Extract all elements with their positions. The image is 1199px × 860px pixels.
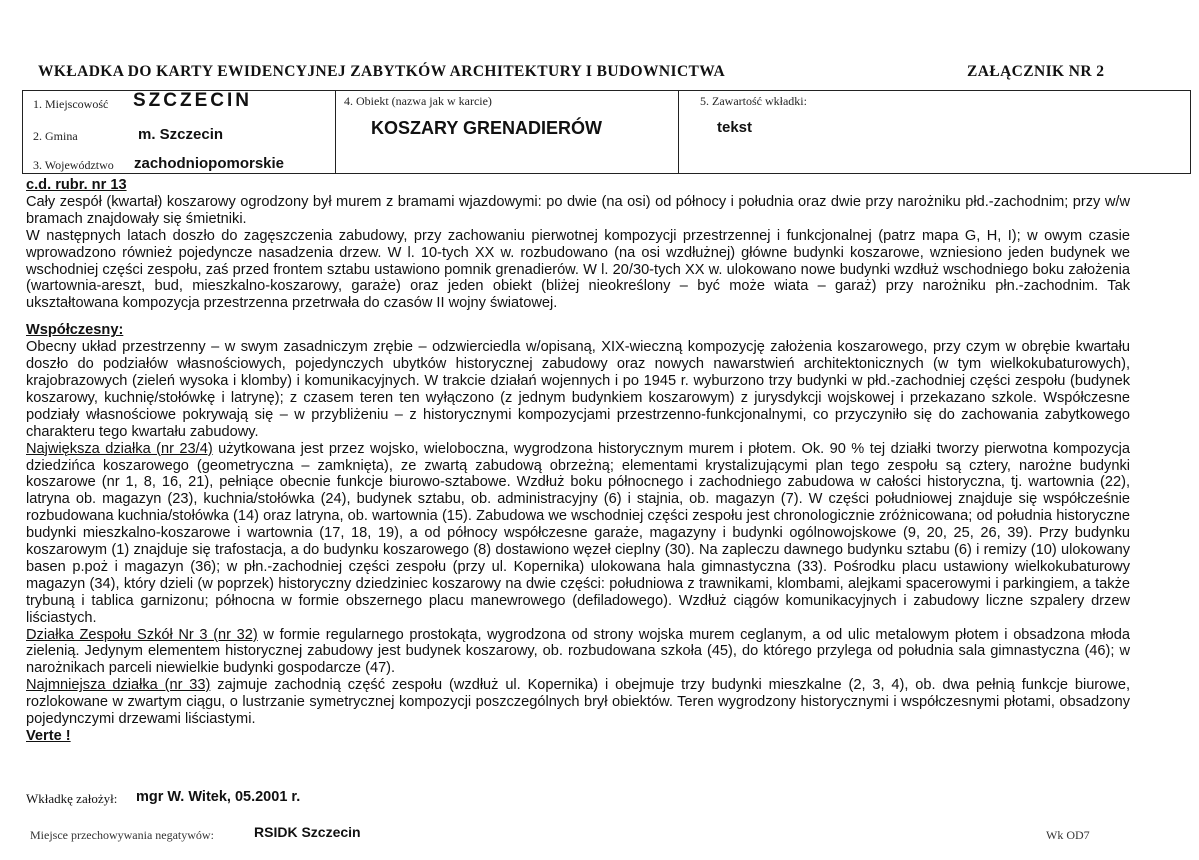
- table-divider: [335, 91, 336, 173]
- paragraph-text: użytkowana jest przez wojsko, wieloboczna, wygrodzona historycznym murem i płotem. Ok. 90 % tej działki tworzy pierwotna kompozycja dziedzińca koszarowego (geometryczna – zamknięta), ze zwartą zabudową obrzeżną; elementami krystalizującymi plan tego zespołu są cztery, narożne budynki koszarowe (nr 1, 8, 16, 21), pełniące obecnie funkcje biurowo-sztabowe. Wzdłuż boku północnego i zachodniego zabudowa w całości historyczna, tj. wartownia (22), latryna ob. magazyn (23), kuchnia/stołówka (24), budynek sztabu, ob. administracyjny (6) i stajnia, ob. magazyn (7). W części południowej znajduje się współcześnie rozbudowana kuchnia/stołówka (14) oraz latryna, ob. wartownia (15). Zabudowa we wschodniej części zespołu jest chronologicznie zróżnicowana; od południa historyczne budynki mieszkalno-koszarowe i wartownia (17, 18, 19), a od północy współczesne garaże, magazyny i budynki ogólnowojskowe (9, 20, 25, 26, 39). Przy budynku koszarowym (1) znajduje się trafostacja, a do budynku koszarowego (8) dostawiono węzeł cieplny (30). Na zapleczu dawnego budynku sztabu (6) i remizy (10) ulokowany basen p.poż i magazyn (36); w płn.-zachodniej części zespołu (przy ul. Kopernika) ulokowana hala gimnastyczna (33). Pośrodku placu ustawiony wielkokubaturowy magazyn (34), który dzieli (w poprzek) historyczny dziedziniec koszarowy na dwie części: południowa z trawnikami, klombami, alejkami spacerowymi i parkingiem, a także trybuną i tablica garnizonu; północna w formie obszernego placu manewrowego (defiladowego). Wzdłuż ciągów komunikacyjnych i zabudowy liczne szpalery drzew liściastych.: [26, 440, 1130, 626]
- object-info-table: [22, 90, 1191, 174]
- paragraph: [26, 441, 1130, 627]
- object-label: 4. Obiekt (nazwa jak w karcie): [344, 94, 492, 108]
- town-label: 1. Miejscowość: [33, 97, 109, 111]
- town-value: SZCZECIN: [133, 90, 252, 111]
- content-label: 5. Zawartość wkładki:: [700, 94, 807, 108]
- section-heading: Współczesny:: [26, 322, 124, 339]
- paragraph-text: zajmuje zachodnią część zespołu (wzdłuż ul. Kopernika) i obejmuje trzy budynki mieszkalne (2, 3, 4), ob. dwa pełnią funkcje biurowe, rozlokowane w zwartym ciągu, o lustrzanie symetrycznej kompozycji poszczególnych brył obiektów. Teren wygrodzony historycznymi i współczesnymi płotami, obsadzony pojedynczymi drzewami liściastymi.: [26, 677, 1130, 728]
- author-label: Wkładkę założył:: [26, 791, 118, 806]
- voivodeship-label: 3. Województwo: [33, 158, 114, 172]
- plot-heading: Działka Zespołu Szkół Nr 3 (nr 32): [26, 626, 258, 643]
- storage-label: Miejsce przechowywania negatywów:: [30, 828, 214, 842]
- paragraph: [26, 677, 1130, 728]
- commune-value: m. Szczecin: [138, 126, 224, 143]
- voivodeship-value: zachodniopomorskie: [134, 155, 285, 172]
- paragraph: W następnych latach doszło do zagęszczenia zabudowy, przy zachowaniu pierwotnej kompozycji przestrzennej i funkcjonalnej (patrz mapa G, H, I); w owym czasie wprowadzono również pojedyncze nasadzenia drzew. W l. 10-tych XX w. rozbudowano (na osi wzdłużnej) główne budynki koszarowe, wzniesiono jeden budynek we wschodniej części zespołu, zaś przed frontem sztabu ustawiono pomnik grenadierów. W l. 20/30-tych XX w. ulokowano nowe budynki wzdłuż wschodniego boku założenia (wartownia-areszt, bud, mieszkalno-koszarowy, garaże) oraz jeden obiekt (bliżej nieokreślony – być może wiata – garaż) przy narożniku płn.-zachodnim. Tak ukształtowana kompozycja przestrzenna przetrwała do czasów II wojny światowej.: [26, 227, 1130, 312]
- plot-heading: Największa działka (nr 23/4): [26, 440, 213, 457]
- description-text: [26, 177, 1130, 745]
- section-heading: c.d. rubr. nr 13: [26, 177, 127, 193]
- author-value: mgr W. Witek, 05.2001 r.: [136, 789, 301, 805]
- turn-over-note: Verte !: [26, 728, 71, 744]
- storage-value: RSIDK Szczecin: [254, 824, 361, 840]
- paragraph: Cały zespół (kwartał) koszarowy ogrodzony był murem z bramami wjazdowymi: po dwie (na osi) od północy i południa oraz dwie przy narożniku płd.-zachodnim; przy w/w bramach znajdowały się śmietniki.: [26, 193, 1130, 227]
- annex-number: ZAŁĄCZNIK NR 2: [967, 63, 1105, 80]
- paragraph: Obecny układ przestrzenny – w swym zasadniczym zrębie – odzwierciedla w/opisaną, XIX-wieczną kompozycję założenia koszarowego, przy czym w obrębie kwartału doszło do podziałów własnościowych, pojedynczych ubytków historycznej zabudowy oraz nowych nawarstwień architektonicznych (w tym wielkokubaturowych), krajobrazowych (zieleń wysoka i klomby) i komunikacyjnych. W trakcie działań wojennych i po 1945 r. wyburzono trzy budynki w płd.-zachodniej części zespołu (budynek koszarowy, kuchnię/stołówkę i latrynę); z czasem teren ten wyłączono (z jednym budynkiem koszarowym) z jurysdykcji wojskowej i przekazano szkole. Współczesne podziały własnościowe pokrywają się – w przybliżeniu – z historycznymi kompozycjami przestrzenno-funkcjonalnymi, co przyczyniło się do zachowania zabytkowego charakteru tego kwartału zabudowy.: [26, 339, 1130, 440]
- table-divider: [678, 91, 679, 173]
- object-value: KOSZARY GRENADIERÓW: [371, 118, 603, 138]
- footer-right-text: Wk OD7: [1046, 828, 1090, 842]
- paragraph-text: w formie regularnego prostokąta, wygrodzona od strony wojska murem ceglanym, a od ulic metalowym płotem i obsadzona młoda zielenią. Jedynym elementem historycznej zabudowy jest budynek koszarowy, ob. rozbudowana szkoła (45), do którego przylega od południa sala gimnastyczna (46); w narożnikach parceli niewielkie budynki gospodarcze (47).: [26, 626, 1130, 677]
- content-value: tekst: [717, 119, 753, 136]
- paragraph: [26, 627, 1130, 678]
- form-title: WKŁADKA DO KARTY EWIDENCYJNEJ ZABYTKÓW ARCHITEKTURY I BUDOWNICTWA: [38, 63, 726, 80]
- commune-label: 2. Gmina: [33, 129, 78, 143]
- plot-heading: Najmniejsza działka (nr 33): [26, 677, 211, 694]
